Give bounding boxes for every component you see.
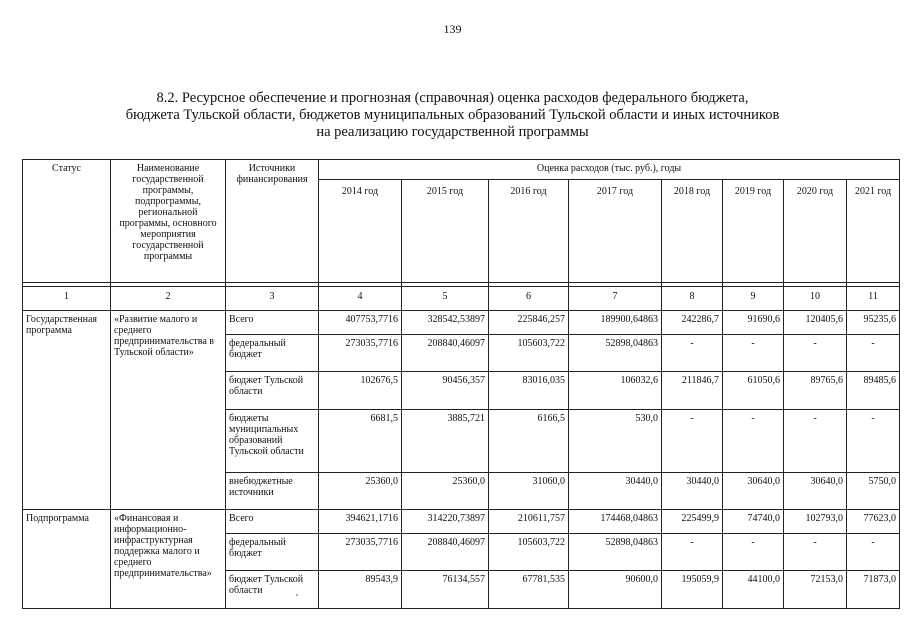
- title-line: на реализацию государственной программы: [316, 124, 589, 140]
- header-year: 2020 год: [784, 180, 847, 283]
- row-value: 174468,04863: [569, 510, 662, 534]
- header-year: 2015 год: [402, 180, 489, 283]
- column-number: 2: [111, 287, 226, 311]
- row-value: 328542,53897: [402, 311, 489, 335]
- row-value: 95235,6: [847, 311, 900, 335]
- row-value: 72153,0: [784, 571, 847, 609]
- row-value: 208840,46097: [402, 335, 489, 372]
- row-value: 30640,0: [723, 473, 784, 510]
- header-year: 2017 год: [569, 180, 662, 283]
- document-title: [90, 90, 815, 141]
- row-value: 225499,9: [662, 510, 723, 534]
- row-value: 5750,0: [847, 473, 900, 510]
- row-value: 52898,04863: [569, 534, 662, 571]
- row-value: 76134,557: [402, 571, 489, 609]
- row-source: бюджет Тульской области: [226, 372, 319, 410]
- row-value: -: [723, 534, 784, 571]
- header-sources: Источники финансирования: [226, 160, 319, 283]
- row-value: 77623,0: [847, 510, 900, 534]
- row-value: -: [723, 335, 784, 372]
- row-value: 30440,0: [569, 473, 662, 510]
- row-program-name: «Развитие малого и среднего предпринимательства в Тульской области»: [111, 311, 226, 510]
- row-value: 273035,7716: [319, 534, 402, 571]
- header-year: 2019 год: [723, 180, 784, 283]
- column-number: 9: [723, 287, 784, 311]
- header-year: 2021 год: [847, 180, 900, 283]
- header-name: Наименование государственной программы, подпрограммы, региональной программы, основного мероприятия государственной программы: [111, 160, 226, 283]
- row-value: -: [784, 410, 847, 473]
- header-status: Статус: [23, 160, 111, 283]
- row-value: 52898,04863: [569, 335, 662, 372]
- row-value: 210611,757: [489, 510, 569, 534]
- column-number: 10: [784, 287, 847, 311]
- row-program-name: «Финансовая и информационно-инфраструктурная поддержка малого и среднего предпринимательства»: [111, 510, 226, 609]
- row-value: 74740,0: [723, 510, 784, 534]
- row-value: 44100,0: [723, 571, 784, 609]
- column-number: 4: [319, 287, 402, 311]
- row-value: -: [784, 335, 847, 372]
- row-value: 90456,357: [402, 372, 489, 410]
- row-value: 61050,6: [723, 372, 784, 410]
- row-value: -: [784, 534, 847, 571]
- row-value: 195059,9: [662, 571, 723, 609]
- row-value: 90600,0: [569, 571, 662, 609]
- header-estimate: Оценка расходов (тыс. руб.), годы: [319, 160, 900, 180]
- row-value: 120405,6: [784, 311, 847, 335]
- row-value: 106032,6: [569, 372, 662, 410]
- row-value: 273035,7716: [319, 335, 402, 372]
- row-value: 242286,7: [662, 311, 723, 335]
- row-value: 31060,0: [489, 473, 569, 510]
- column-number: 3: [226, 287, 319, 311]
- row-value: 394621,1716: [319, 510, 402, 534]
- row-value: 102676,5: [319, 372, 402, 410]
- row-source: бюджеты муниципальных образований Тульской области: [226, 410, 319, 473]
- row-source: внебюджетные источники: [226, 473, 319, 510]
- row-value: 6166,5: [489, 410, 569, 473]
- row-value: -: [847, 534, 900, 571]
- column-number: 11: [847, 287, 900, 311]
- column-number: 8: [662, 287, 723, 311]
- budget-table: [22, 159, 900, 609]
- row-value: 71873,0: [847, 571, 900, 609]
- row-source: федеральный бюджет: [226, 534, 319, 571]
- row-value: 314220,73897: [402, 510, 489, 534]
- row-value: 225846,257: [489, 311, 569, 335]
- scan-speck: [296, 594, 298, 596]
- row-status: Подпрограмма: [23, 510, 111, 609]
- column-number: 6: [489, 287, 569, 311]
- row-value: 30640,0: [784, 473, 847, 510]
- row-value: 530,0: [569, 410, 662, 473]
- row-source: Всего: [226, 510, 319, 534]
- row-value: 89485,6: [847, 372, 900, 410]
- row-value: 25360,0: [402, 473, 489, 510]
- row-value: 102793,0: [784, 510, 847, 534]
- header-year: 2018 год: [662, 180, 723, 283]
- row-value: 83016,035: [489, 372, 569, 410]
- table-row: [23, 311, 900, 335]
- row-source: Всего: [226, 311, 319, 335]
- row-value: 189900,64863: [569, 311, 662, 335]
- header-year: 2016 год: [489, 180, 569, 283]
- row-value: -: [662, 335, 723, 372]
- row-value: 89543,9: [319, 571, 402, 609]
- row-value: 25360,0: [319, 473, 402, 510]
- table-body: [23, 311, 900, 609]
- title-line: бюджета Тульской области, бюджетов муниципальных образований Тульской области и иных источников: [125, 107, 780, 123]
- row-value: 407753,7716: [319, 311, 402, 335]
- row-value: 211846,7: [662, 372, 723, 410]
- page-number: 139: [443, 22, 462, 36]
- row-source: федеральный бюджет: [226, 335, 319, 372]
- row-value: 89765,6: [784, 372, 847, 410]
- row-value: 67781,535: [489, 571, 569, 609]
- title-line: 8.2. Ресурсное обеспечение и прогнозная (справочная) оценка расходов федерального бюджета,: [156, 90, 749, 106]
- row-source: бюджет Тульской области: [226, 571, 319, 609]
- row-value: 208840,46097: [402, 534, 489, 571]
- row-value: -: [662, 534, 723, 571]
- header-year: 2014 год: [319, 180, 402, 283]
- row-status: Государственная программа: [23, 311, 111, 510]
- row-value: 91690,6: [723, 311, 784, 335]
- table-row: [23, 510, 900, 534]
- row-value: 105603,722: [489, 534, 569, 571]
- row-value: -: [847, 335, 900, 372]
- row-value: -: [723, 410, 784, 473]
- row-value: -: [662, 410, 723, 473]
- column-number: 1: [23, 287, 111, 311]
- column-number: 5: [402, 287, 489, 311]
- row-value: 105603,722: [489, 335, 569, 372]
- row-value: 30440,0: [662, 473, 723, 510]
- row-value: 3885,721: [402, 410, 489, 473]
- row-value: 6681,5: [319, 410, 402, 473]
- row-value: -: [847, 410, 900, 473]
- column-number: 7: [569, 287, 662, 311]
